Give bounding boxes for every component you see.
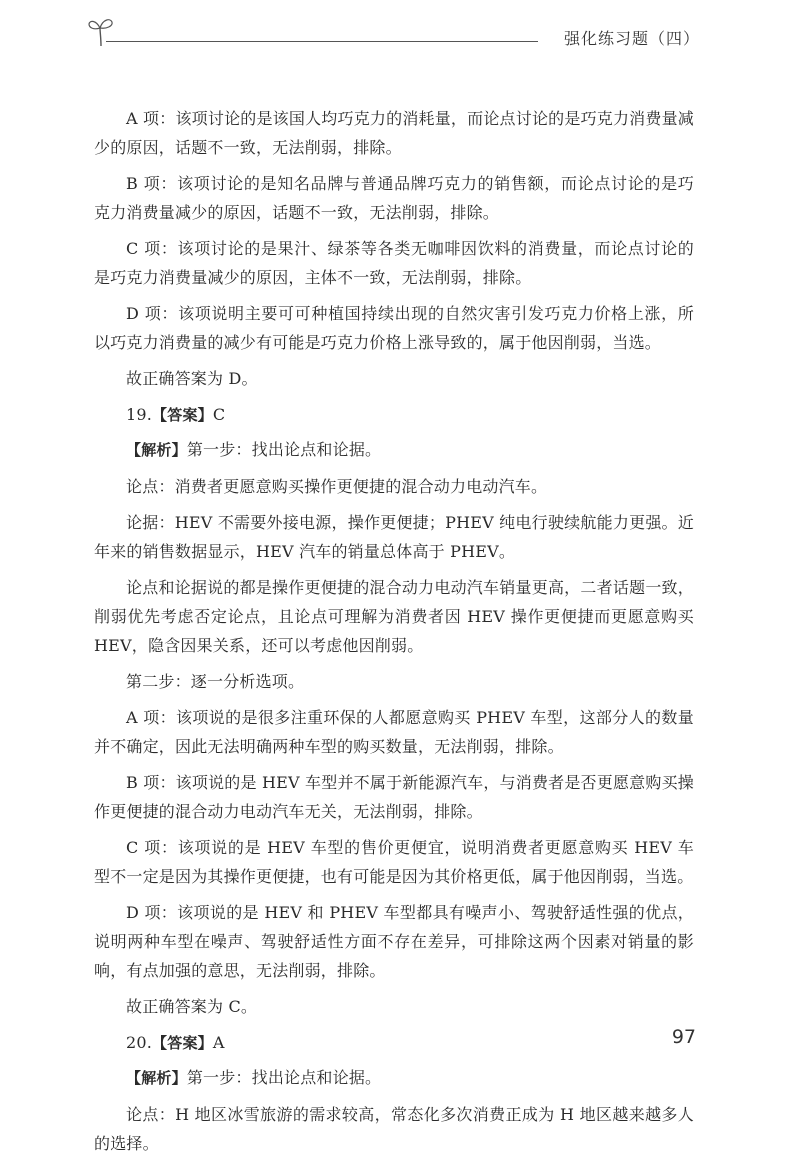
q19-paragraph: A 项：该项说的是很多注重环保的人都愿意购买 PHEV 车型，这部分人的数量并不确定，因此无法明确两种车型的购买数量，无法削弱，排除。 bbox=[94, 708, 694, 756]
paragraph-option-a: A 项：该项讨论的是该国人均巧克力的消耗量，而论点讨论的是巧克力消费量减少的原因，话题不一致，无法削弱，排除。 bbox=[94, 109, 694, 157]
q20-answer-value: A bbox=[212, 1033, 225, 1052]
q20-paragraph: 论点：H 地区冰雪旅游的需求较高，常态化多次消费正成为 H 地区越来越多人的选择。 bbox=[94, 1105, 694, 1153]
q20-analysis-step: 第一步：找出论点和论据。 bbox=[186, 1068, 382, 1087]
q20-analysis-line bbox=[94, 1063, 694, 1093]
header-rule bbox=[106, 41, 538, 42]
q19-analysis-label: 【解析】 bbox=[126, 441, 187, 459]
paragraph-option-c: C 项：该项讨论的是果汁、绿茶等各类无咖啡因饮料的消费量，而论点讨论的是巧克力消费量减少的原因，主体不一致，无法削弱，排除。 bbox=[94, 239, 694, 287]
sprout-icon bbox=[88, 14, 114, 48]
q19-paragraph: 论点：消费者更愿意购买操作更便捷的混合动力电动汽车。 bbox=[126, 477, 548, 496]
q19-analysis-line bbox=[94, 435, 694, 465]
q19-paragraph: C 项：该项说的是 HEV 车型的售价更便宜，说明消费者更愿意购买 HEV 车型不一定是因为其操作更便捷，也有可能是因为其价格更低，属于他因削弱，当选。 bbox=[94, 838, 694, 886]
q19-paragraph: 故正确答案为 C。 bbox=[126, 997, 258, 1016]
paragraph-conclusion: 故正确答案为 D。 bbox=[126, 369, 258, 388]
q19-paragraph: 论点和论据说的都是操作更便捷的混合动力电动汽车销量更高，二者话题一致，削弱优先考虑否定论点，且论点可理解为消费者因 HEV 操作更便捷而更愿意购买 HEV，隐含因果关系，还可以考虑他因削弱。 bbox=[94, 578, 694, 655]
q19-answer-label: 【答案】 bbox=[152, 406, 213, 424]
q19-answer-value: C bbox=[212, 405, 226, 424]
q19-paragraph: D 项：该项说的是 HEV 和 PHEV 车型都具有噪声小、驾驶舒适性强的优点，说明两种车型在噪声、驾驶舒适性方面不存在差异，可排除这两个因素对销量的影响，有点加强的意思，无法削弱，排除。 bbox=[94, 903, 694, 980]
q20-analysis-label: 【解析】 bbox=[126, 1069, 187, 1087]
header-title: 强化练习题（四） bbox=[563, 29, 700, 48]
q19-analysis-step: 第一步：找出论点和论据。 bbox=[186, 440, 382, 459]
page-number: 97 bbox=[671, 1026, 696, 1048]
q20-number: 20. bbox=[126, 1033, 153, 1052]
q19-paragraph: 论据：HEV 不需要外接电源，操作更便捷；PHEV 纯电行驶续航能力更强。近年来的销售数据显示，HEV 汽车的销量总体高于 PHEV。 bbox=[94, 513, 694, 561]
q20-answer-line bbox=[94, 1028, 694, 1058]
q19-paragraph: B 项：该项说的是 HEV 车型并不属于新能源汽车，与消费者是否更愿意购买操作更便捷的混合动力电动汽车无关，无法削弱，排除。 bbox=[94, 773, 694, 821]
q19-number: 19. bbox=[126, 405, 153, 424]
q20-answer-label: 【答案】 bbox=[152, 1034, 213, 1052]
main-text bbox=[94, 104, 694, 1165]
q19-paragraph: 第二步：逐一分析选项。 bbox=[126, 672, 305, 691]
paragraph-option-d: D 项：该项说明主要可可种植国持续出现的自然灾害引发巧克力价格上涨，所以巧克力消费量的减少有可能是巧克力价格上涨导致的，属于他因削弱，当选。 bbox=[94, 304, 694, 352]
q19-answer-line bbox=[94, 400, 694, 430]
paragraph-option-b: B 项：该项讨论的是知名品牌与普通品牌巧克力的销售额，而论点讨论的是巧克力消费量减少的原因，话题不一致，无法削弱，排除。 bbox=[94, 174, 694, 222]
running-header bbox=[88, 14, 700, 50]
